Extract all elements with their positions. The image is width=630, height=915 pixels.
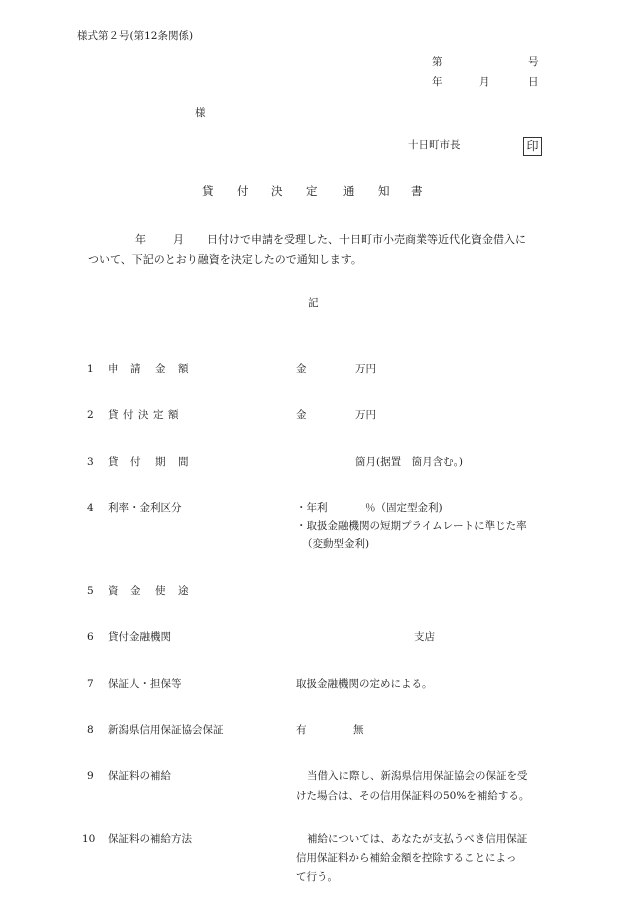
branch-label: 支店 [414, 631, 435, 643]
item-label-char: 使 [155, 585, 166, 597]
item-number: 10 [82, 833, 96, 845]
doc-number-go: 号 [528, 56, 539, 68]
addressee-suffix: 様 [195, 107, 206, 119]
form-label: 様式第２号(第12条関係) [77, 30, 194, 42]
item-label-char: 金 [155, 363, 166, 375]
title-char: 貸 [202, 184, 214, 198]
document-title [0, 186, 630, 200]
period-value: 箇月(据置 箇月含む。) [355, 456, 463, 468]
date-day: 日 [528, 76, 539, 88]
date-year: 年 [432, 76, 443, 88]
item-label: 保証料の補給方法 [108, 833, 192, 845]
subsidy-line-2: けた場合は、その信用保証料の50%を補給する。 [296, 790, 530, 802]
item-label-char: 貸 [108, 456, 119, 468]
item-label: 利率・金利区分 [108, 502, 182, 514]
title-char: 書 [411, 184, 423, 198]
title-char: 通 [343, 184, 355, 198]
item-label-char: 間 [178, 456, 189, 468]
body-month: 月 [173, 233, 184, 246]
date-month: 月 [479, 76, 490, 88]
fixed-rate-prefix: ・年利 [296, 502, 328, 514]
title-char: 決 [271, 184, 283, 198]
guarantee-no-option: 無 [353, 724, 364, 736]
item-label: 保証料の補給 [108, 770, 171, 782]
item-number: 1 [87, 363, 94, 375]
item-number: 5 [87, 585, 94, 597]
item-label: 貸付金融機関 [108, 631, 171, 643]
amount-kin: 金 [296, 409, 307, 421]
title-char: 付 [237, 184, 249, 198]
subsidy-line-1: 当借入に際し、新潟県信用保証協会の保証を受 [307, 770, 528, 782]
item-label-char: 額 [178, 363, 189, 375]
body-line-1: 日付けで申請を受理した、十日町市小売商業等近代化資金借入に [207, 233, 526, 246]
title-char: 定 [306, 184, 318, 198]
item-label-char: 申 [108, 363, 119, 375]
item-number: 4 [87, 502, 94, 514]
method-line-1: 補給については、あなたが支払うべき信用保証 [307, 833, 528, 845]
doc-number-dai: 第 [432, 56, 443, 68]
official-seal-stamp: 印 [523, 137, 542, 156]
item-label: 貸付決定額 [108, 409, 183, 421]
body-year: 年 [135, 233, 146, 246]
amount-kin: 金 [296, 363, 307, 375]
ki-heading: 記 [308, 297, 319, 309]
issuer-name: 十日町市長 [408, 139, 461, 151]
item-label-char: 付 [130, 456, 141, 468]
method-line-2: 信用保証料から補給金額を控除することによっ [296, 852, 517, 864]
item-label: 保証人・担保等 [108, 678, 182, 690]
title-char: 知 [378, 184, 390, 198]
variable-rate-line-1: ・取扱金融機関の短期プライムレートに準じた率 [296, 520, 527, 532]
guarantee-yes-option: 有 [296, 724, 307, 736]
item-number: 7 [87, 678, 94, 690]
item-label-char: 請 [130, 363, 141, 375]
fixed-rate-suffix: ％（固定型金利) [365, 502, 443, 514]
item-label: 新潟県信用保証協会保証 [108, 724, 224, 736]
item-number: 2 [87, 409, 94, 421]
amount-unit: 万円 [355, 409, 376, 421]
item-number: 6 [87, 631, 94, 643]
method-line-3: て行う。 [296, 871, 338, 883]
item-label-char: 途 [178, 585, 189, 597]
body-line-2: ついて、下記のとおり融資を決定したので通知します。 [88, 253, 362, 266]
item-label-char: 資 [108, 585, 119, 597]
item-label-char: 期 [155, 456, 166, 468]
item-number: 3 [87, 456, 94, 468]
guarantor-value: 取扱金融機関の定めによる。 [296, 678, 433, 690]
variable-rate-line-2: （変動型金利) [302, 538, 370, 550]
item-label-char: 金 [130, 585, 141, 597]
amount-unit: 万円 [355, 363, 376, 375]
item-number: 8 [87, 724, 94, 736]
item-number: 9 [87, 770, 94, 782]
